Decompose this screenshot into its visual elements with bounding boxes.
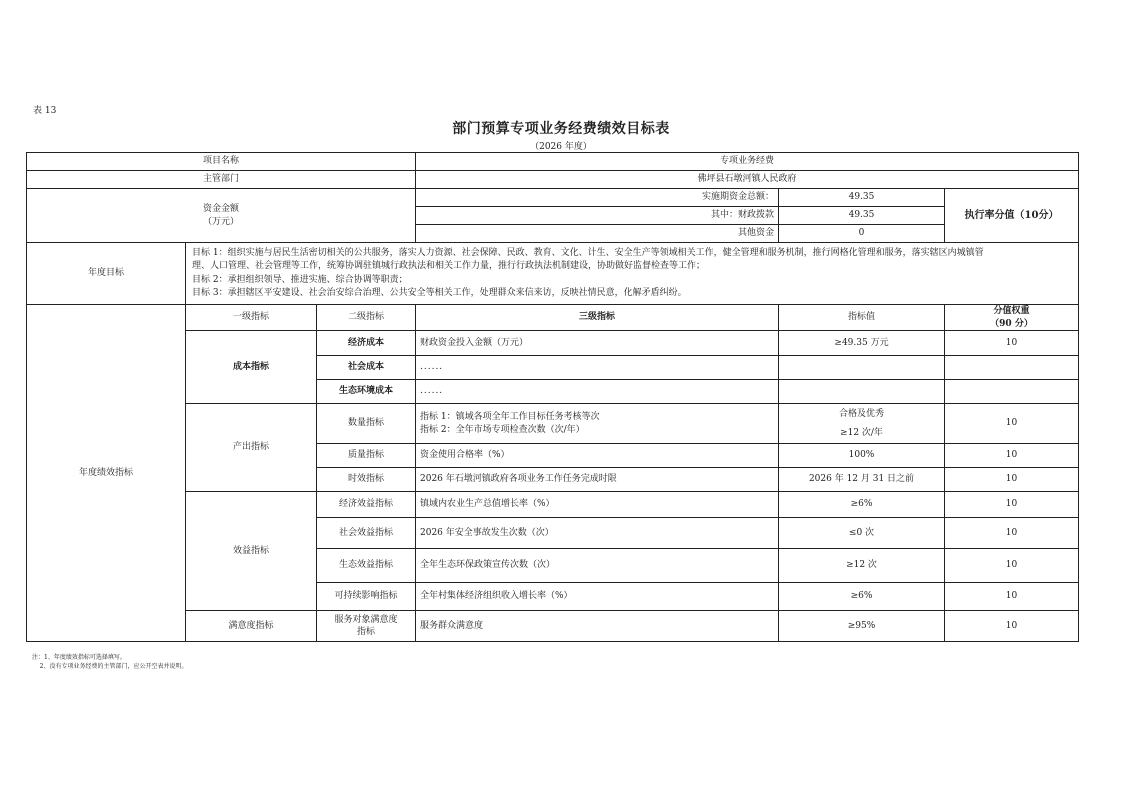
value-cell: [779, 356, 945, 380]
level2-cell: 经济效益指标: [317, 492, 416, 518]
value-cell: [779, 380, 945, 404]
level2-cell: 生态效益指标: [317, 549, 416, 583]
quantity-value-1: 合格及优秀: [838, 408, 884, 419]
quantity-indicator-2: 指标 2：全年市场专项检查次数（次/年）: [420, 424, 585, 435]
weight-cell: 10: [945, 444, 1079, 468]
level2-cell: 数量指标: [317, 404, 416, 444]
level2-cell: 时效指标: [317, 468, 416, 492]
level3-cell: ......: [416, 380, 779, 404]
cost-indicator-label: 成本指标: [186, 331, 317, 404]
fund-amount-label-line1: 资金金额: [202, 204, 239, 215]
fund-fiscal-value: 49.35: [779, 207, 945, 225]
weight-cell: 10: [945, 404, 1079, 444]
annual-goal-row: [27, 243, 1079, 305]
header-level2: 二级指标: [317, 305, 416, 331]
fund-total-row: [27, 189, 1079, 207]
header-level1: 一级指标: [186, 305, 317, 331]
fund-other-label: 其他资金: [416, 225, 779, 243]
table-number: 表 13: [33, 106, 57, 116]
header-weight-line1: 分值权重: [993, 306, 1030, 317]
footnote-1: 注：1、年度绩效指标可选择填写。: [32, 654, 126, 661]
department-value: 佛坪县石墩河镇人民政府: [416, 171, 1079, 189]
value-cell: ≥6%: [779, 492, 945, 518]
performance-target-table: [26, 152, 1079, 642]
annual-goal-line-2: 理、人口管理、社会管理等工作，统筹协调驻镇城行政执法和相关工作力量，推行行政执法机制建设，协助做好监督检查等工作；: [192, 261, 706, 271]
value-cell: ≤0 次: [779, 518, 945, 549]
annual-goal-content: [186, 243, 1079, 305]
annual-performance-label: 年度绩效指标: [27, 305, 186, 642]
level3-cell: 财政资金投入金额（万元）: [416, 331, 779, 356]
level2-cell: 经济成本: [317, 331, 416, 356]
document-title: 部门预算专项业务经费绩效目标表: [452, 121, 670, 137]
quantity-value-2: ≥12 次/年: [840, 428, 883, 438]
value-cell: ≥6%: [779, 583, 945, 611]
project-name-value: 专项业务经费: [416, 153, 1079, 171]
department-label: 主管部门: [27, 171, 416, 189]
level3-cell: 资金使用合格率（%）: [416, 444, 779, 468]
level3-cell: 2026 年安全事故发生次数（次）: [416, 518, 779, 549]
fund-other-value: 0: [779, 225, 945, 243]
department-row: [27, 171, 1079, 189]
weight-cell: 10: [945, 549, 1079, 583]
weight-cell: [945, 356, 1079, 380]
fund-amount-label: [27, 189, 416, 243]
level3-cell: [416, 404, 779, 444]
value-cell: 100%: [779, 444, 945, 468]
value-cell: 2026 年 12 月 31 日之前: [779, 468, 945, 492]
weight-cell: 10: [945, 518, 1079, 549]
satisfaction-indicator-label: 满意度指标: [186, 611, 317, 642]
level2-cell: [317, 611, 416, 642]
annual-goal-line-3: 目标 2：承担组织领导、推进实施、综合协调等职责；: [192, 274, 408, 285]
quantity-indicator-1: 指标 1：镇域各项全年工作目标任务考核等次: [420, 412, 600, 423]
annual-goal-label: 年度目标: [27, 243, 186, 305]
document-year: （2026 年度）: [530, 142, 592, 152]
perf-header-row: [27, 305, 1079, 331]
value-cell: ≥49.35 万元: [779, 331, 945, 356]
weight-cell: [945, 380, 1079, 404]
fund-total-value: 49.35: [779, 189, 945, 207]
header-weight: [945, 305, 1079, 331]
level2-cell: 可持续影响指标: [317, 583, 416, 611]
fund-fiscal-label: 其中：财政拨款: [416, 207, 779, 225]
weight-cell: 10: [945, 492, 1079, 518]
execution-rate-score: 执行率分值（10分）: [945, 189, 1079, 243]
effect-indicator-label: 效益指标: [186, 492, 317, 611]
level3-cell: 服务群众满意度: [416, 611, 779, 642]
satisfaction-level2-line2: 指标: [356, 627, 375, 637]
level2-cell: 生态环境成本: [317, 380, 416, 404]
level3-cell: 镇域内农业生产总值增长率（%）: [416, 492, 779, 518]
level2-cell: 社会成本: [317, 356, 416, 380]
header-value: 指标值: [779, 305, 945, 331]
footnote-2: 2、没有专项业务经费的主管部门，应公开空表并说明。: [32, 663, 188, 670]
value-cell: ≥95%: [779, 611, 945, 642]
weight-cell: 10: [945, 468, 1079, 492]
level3-cell: 全年生态环保政策宣传次数（次）: [416, 549, 779, 583]
fund-total-label: 实施期资金总额：: [416, 189, 779, 207]
level3-cell: 全年村集体经济组织收入增长率（%）: [416, 583, 779, 611]
footnotes: [32, 653, 187, 671]
fund-amount-label-line2: （万元）: [202, 216, 239, 227]
project-name-row: [27, 153, 1079, 171]
header-weight-line2: （90 分）: [990, 318, 1033, 329]
weight-cell: 10: [945, 331, 1079, 356]
annual-goal-line-1: 目标 1：组织实施与居民生活密切相关的公共服务，落实人力资源、社会保障、民政、教育、文化、计生、安全生产等领域相关工作，健全管理和服务机制，推行网格化管理和服务，落实辖区内城镇管: [192, 247, 984, 258]
satisfaction-level2-line1: 服务对象满意度: [334, 614, 398, 625]
level3-cell: ......: [416, 356, 779, 380]
weight-cell: 10: [945, 583, 1079, 611]
value-cell: [779, 404, 945, 444]
weight-cell: 10: [945, 611, 1079, 642]
annual-goal-line-4: 目标 3：承担辖区平安建设、社会治安综合治理、公共安全等相关工作，处理群众来信来访，反映社情民意，化解矛盾纠纷。: [192, 288, 687, 298]
project-name-label: 项目名称: [27, 153, 416, 171]
level2-cell: 质量指标: [317, 444, 416, 468]
header-level3: 三级指标: [416, 305, 779, 331]
value-cell: ≥12 次: [779, 549, 945, 583]
level3-cell: 2026 年石墩河镇政府各项业务工作任务完成时限: [416, 468, 779, 492]
output-indicator-label: 产出指标: [186, 404, 317, 492]
level2-cell: 社会效益指标: [317, 518, 416, 549]
